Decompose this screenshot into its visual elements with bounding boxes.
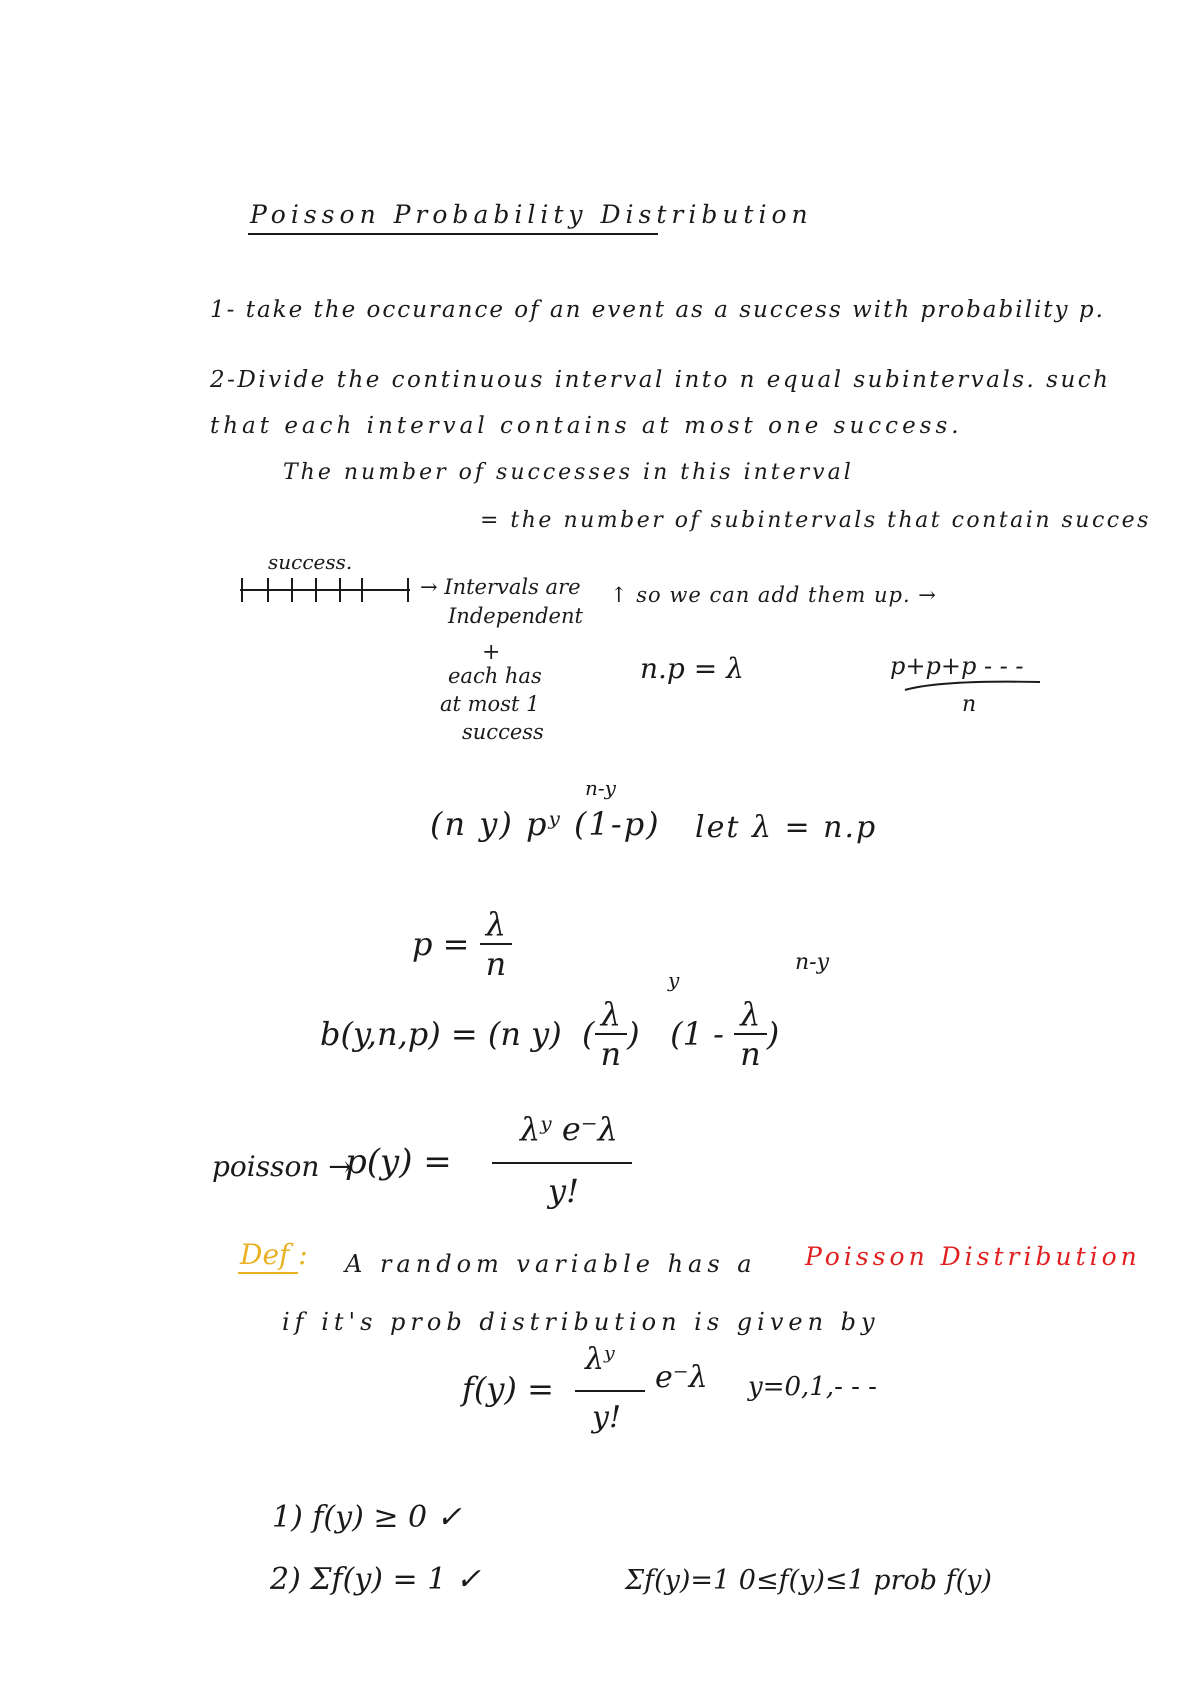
each-has-3: success: [462, 720, 544, 744]
f-lhs: f(y) =: [462, 1370, 554, 1408]
step-2-line-2: that each interval contains at most one success.: [210, 413, 963, 439]
b-lhs: b(y,n,p) = (n y): [320, 1015, 562, 1053]
property-note: Σf(y)=1 0≤f(y)≤1 prob f(y): [625, 1565, 992, 1596]
poisson-numerator: λʸ e⁻λ: [520, 1110, 618, 1148]
each-has-2: at most 1: [440, 692, 540, 716]
f-exponential: e⁻λ: [655, 1360, 708, 1395]
poisson-lhs: p(y) =: [345, 1142, 452, 1182]
b-exponent-ny: n-y: [795, 950, 830, 975]
property-1: 1) f(y) ≥ 0 ✓: [272, 1500, 462, 1535]
sum-n-label: n: [962, 692, 977, 717]
poisson-label: poisson →: [212, 1150, 352, 1183]
page-title: Poisson Probability Distribution: [250, 200, 813, 229]
step-1: 1- take the occurance of an event as a success with probability p.: [210, 297, 1105, 323]
binomial-exponent: n-y: [585, 776, 616, 800]
f-domain: y=0,1,- - -: [748, 1372, 877, 1402]
p-denominator: n: [480, 943, 513, 983]
b-exponent-y: y: [668, 968, 680, 992]
poisson-fraction-bar: [492, 1162, 632, 1164]
property-2: 2) Σf(y) = 1 ✓: [270, 1562, 481, 1597]
number-line-1: The number of successes in this interval: [283, 460, 854, 485]
def-line-2: if it's prob distribution is given by: [282, 1308, 880, 1336]
plus-sign: +: [482, 640, 501, 665]
b-one-minus-denominator: n: [734, 1033, 767, 1073]
b-one-minus-numerator: λ: [740, 995, 761, 1033]
f-fraction-bar: [575, 1390, 645, 1392]
binomial-formula: (n y) pʸ (1-p): [430, 805, 661, 843]
np-equals-lambda: n.p = λ: [640, 652, 744, 685]
b-lambda-over-n: [595, 995, 628, 1073]
def-label: Def :: [240, 1238, 308, 1271]
p-lhs: p =: [412, 925, 470, 963]
success-label: success.: [268, 550, 353, 574]
p-equals-fraction: [412, 905, 512, 983]
each-has-1: each has: [448, 664, 542, 688]
sum-expression: p+p+p - - -: [890, 652, 1024, 680]
b-frac-denominator: n: [595, 1033, 628, 1073]
step-2-line-1: 2-Divide the continuous interval into n equal subintervals. such: [210, 367, 1111, 393]
poisson-denominator: y!: [548, 1172, 579, 1210]
independent-note-2: Independent: [448, 604, 583, 628]
f-numerator: λʸ: [585, 1342, 615, 1377]
binomial-limit-formula: b(y,n,p) = (n y) ( $\frac{\lambda}{n}$ ) (1 - $\frac{\lambda}{n}$ ): [320, 995, 780, 1073]
def-text: A random variable has a: [345, 1250, 757, 1278]
p-fraction: [480, 905, 513, 983]
b-frac-numerator: λ: [600, 995, 621, 1033]
f-denominator: y!: [592, 1400, 622, 1435]
poisson-distribution-term: Poisson Distribution: [805, 1242, 1141, 1271]
add-them-up-note: ↑ so we can add them up. →: [610, 583, 937, 607]
b-one-minus-fraction: [734, 995, 767, 1073]
let-lambda: let λ = n.p: [695, 810, 878, 845]
number-line-2: = the number of subintervals that contain succes: [480, 508, 1151, 533]
def-underline: [238, 1272, 298, 1274]
independent-note-1: → Intervals are: [420, 575, 581, 599]
p-numerator: λ: [485, 905, 507, 943]
b-one-minus: (1 -: [670, 1015, 724, 1053]
